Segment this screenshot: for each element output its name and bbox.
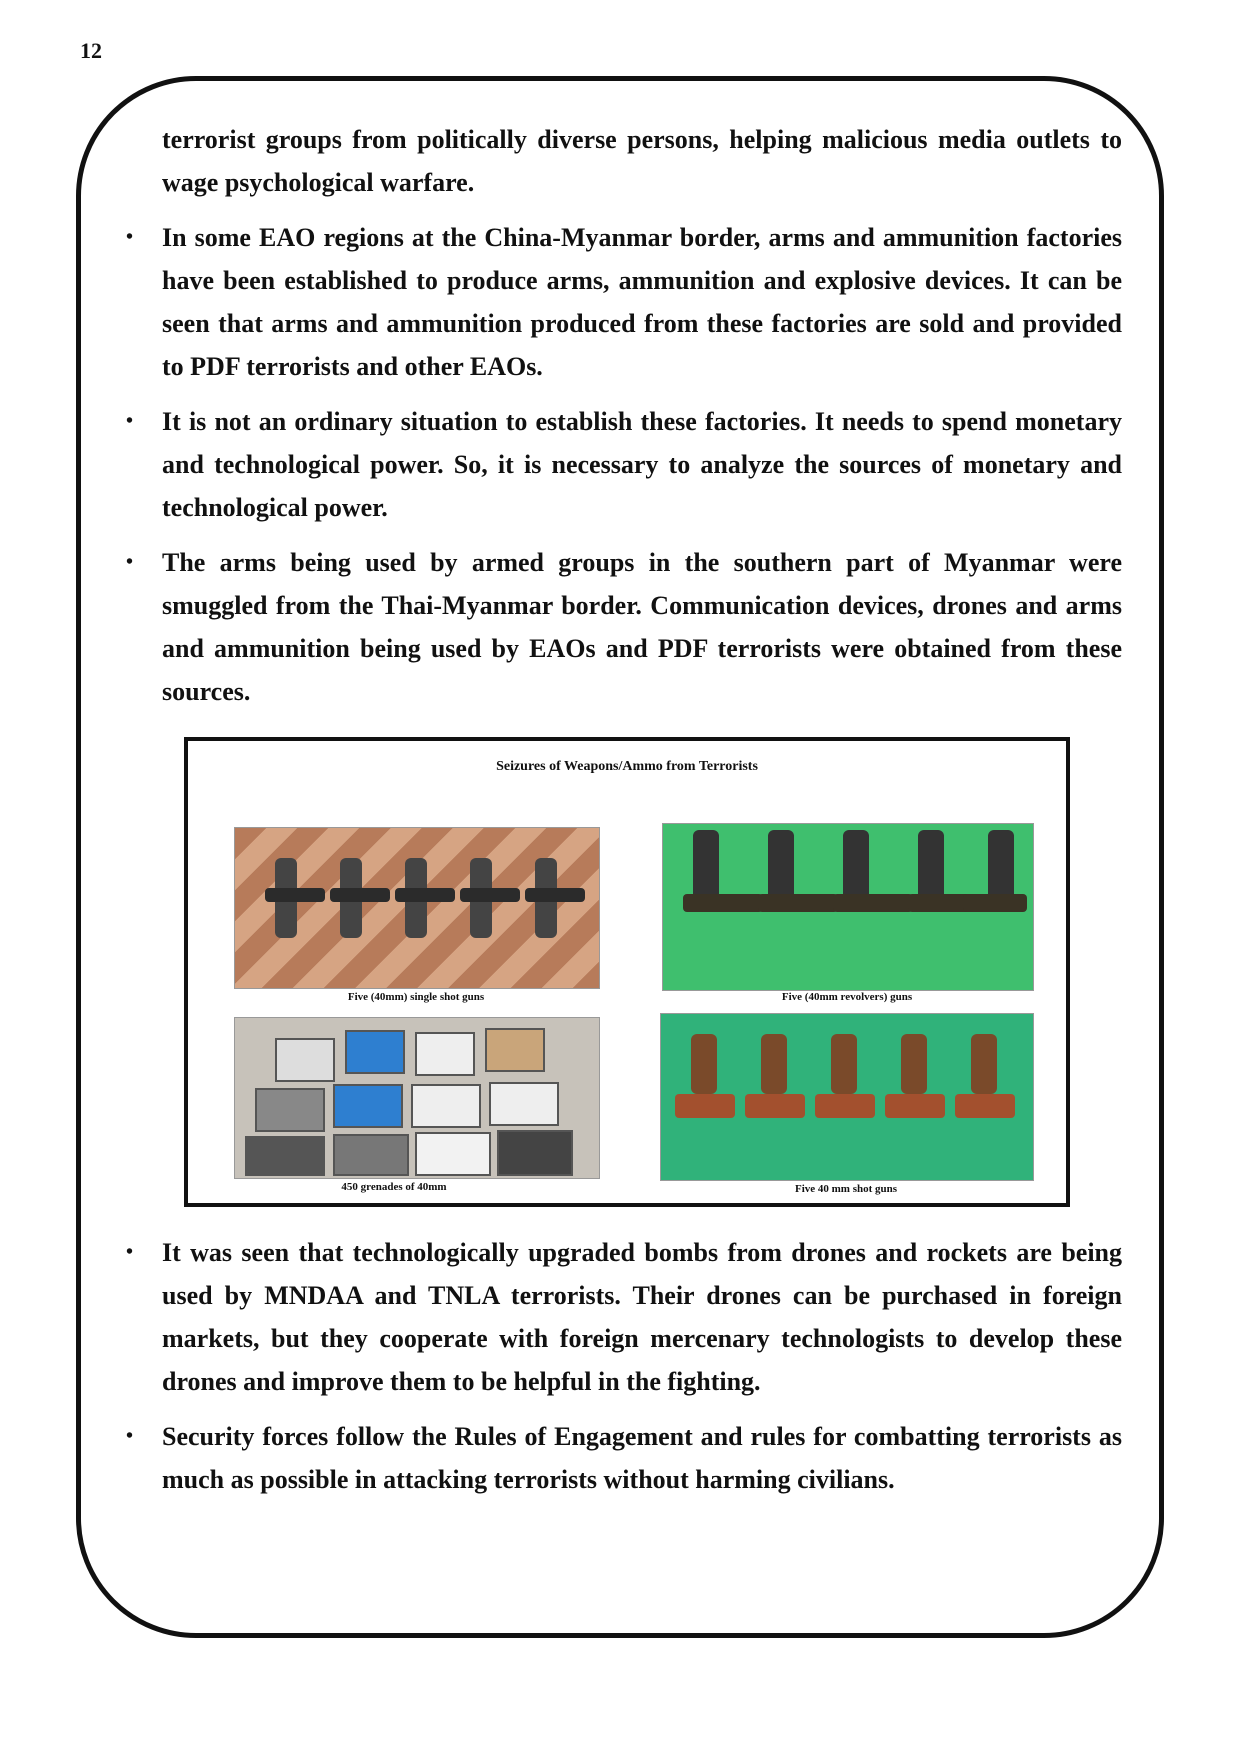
bullet-text: Security forces follow the Rules of Engagement and rules for combatting terrorists as much as possible in attacking terrorists without harming civilians. — [162, 1422, 1122, 1494]
bullet-text: In some EAO regions at the China-Myanmar border, arms and ammunition factories have been established to produce arms, ammunition and explosive devices. It can be seen that arms and ammunition produced from these factories are sold and provided to PDF terrorists and other EAOs. — [162, 223, 1122, 381]
shot-guns-photo — [660, 1013, 1034, 1181]
grenade-boxes-photo — [234, 1017, 600, 1179]
bullet-text: The arms being used by armed groups in the southern part of Myanmar were smuggled from the Thai-Myanmar border. Communication devices, drones and arms and ammunition being used by EAOs and PDF terrorists were obtained from these sources. — [162, 548, 1122, 706]
revolver-guns-photo — [662, 823, 1034, 991]
bullet-icon: • — [126, 1425, 134, 1447]
caption-single-shot-guns: Five (40mm) single shot guns — [347, 991, 485, 1003]
bullet-text: It was seen that technologically upgraded bombs from drones and rockets are being used by MNDAA and TNLA terrorists. Their drones can be purchased in foreign markets, but they cooperate with foreign mercenary technologists to develop these drones and improve them to be helpful in the fighting. — [162, 1238, 1122, 1396]
page-number: 12 — [80, 38, 102, 63]
bullet-item — [122, 400, 1122, 529]
caption-shot-guns: Five 40 mm shot guns — [794, 1183, 898, 1195]
bullet-icon: • — [126, 410, 134, 432]
bullet-item — [122, 216, 1122, 388]
caption-grenades: 450 grenades of 40mm — [341, 1181, 447, 1193]
bullet-text: It is not an ordinary situation to establish these factories. It needs to spend monetary and technological power. So, it is necessary to analyze the sources of monetary and technological power. — [162, 407, 1122, 522]
continuation-paragraph: terrorist groups from politically diverse persons, helping malicious media outlets to wage psychological warfare. — [162, 125, 1122, 197]
single-shot-guns-photo — [234, 827, 600, 989]
bullet-icon: • — [126, 226, 134, 248]
bullet-icon: • — [126, 551, 134, 573]
seizures-figure — [184, 737, 1070, 1207]
caption-revolver-guns: Five (40mm revolvers) guns — [781, 991, 913, 1003]
page-content — [122, 118, 1122, 1513]
bullet-item — [122, 1231, 1122, 1403]
figure-title: Seizures of Weapons/Ammo from Terrorists — [496, 759, 758, 774]
bullet-item — [122, 1415, 1122, 1501]
bullet-item — [122, 541, 1122, 713]
bullet-icon: • — [126, 1241, 134, 1263]
